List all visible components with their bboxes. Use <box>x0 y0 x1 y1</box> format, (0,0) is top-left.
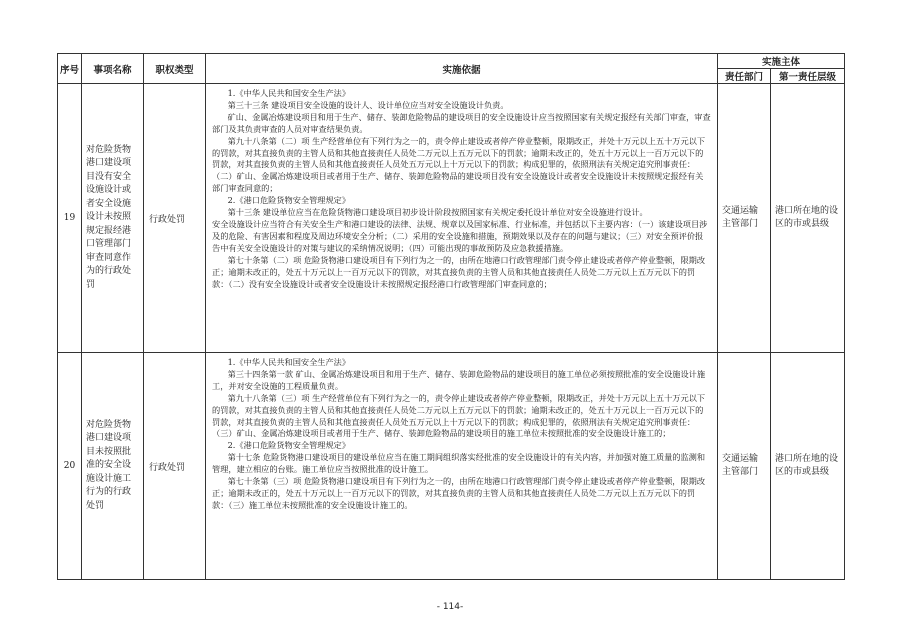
header-power-type: 职权类型 <box>144 54 206 84</box>
basis-paragraph: 1.《中华人民共和国安全生产法》 <box>227 357 351 367</box>
basis-paragraph: 1.《中华人民共和国安全生产法》 <box>227 88 351 98</box>
basis-paragraph: 第七十条第（二）项 危险货物港口建设项目有下列行为之一的，由所在地港口行政管理部门责令停止建设或者停产停业整顿，限期改正；逾期未改正的，处五十万元以上一百万元以下的罚款，对其直接负责的主管人员和其他直接责任人员处二万元以上五万元以下的罚款：（二）没有安全设施设计或者安全设施设计未按照规定报经港口行政管理部门审查同意的； <box>212 254 706 289</box>
row-dept: 交通运输主管部门 <box>718 84 771 353</box>
basis-paragraph: 矿山、金属冶炼建设项目和用于生产、储存、装卸危险物品的建设项目的安全设施设计应当按照国家有关规定报经有关部门审查，审查部门及其负责审查的人员对审查结果负责。 <box>212 111 711 134</box>
row-power-type: 行政处罚 <box>144 84 206 353</box>
row-seq: 20 <box>58 353 82 580</box>
basis-paragraph: 第九十八条第（二）项 生产经营单位有下列行为之一的，责令停止建设或者停产停业整顿，限期改正，并处十万元以上五十万元以下的罚款，对其直接负责的主管人员和其他直接责任人员处二万元以上五万元以下的罚款；逾期未改正的，处五十万元以上一百万元以下的罚款，对其直接负责的主管人员和其他直接责任人员处五万元以上十万元以下的罚款；构成犯罪的，依照刑法有关规定追究刑事责任：（二）矿山、金属冶炼建设项目或者用于生产、储存、装卸危险物品的建设项目没有安全设施设计或者安全设施设计未按照规定报经有关部门审查同意的； <box>212 135 706 194</box>
authority-table <box>57 53 845 580</box>
page-number: - 114- <box>436 602 464 612</box>
header-basis: 实施依据 <box>206 54 718 84</box>
basis-paragraph: 第三十三条 建设项目安全设施的设计人、设计单位应当对安全设施设计负责。 <box>227 99 509 110</box>
basis-paragraph: 第三十四条第一款 矿山、金属冶炼建设项目和用于生产、储存、装卸危险物品的建设项目的施工单位必须按照批准的安全设施设计施工，并对安全设施的工程质量负责。 <box>212 368 706 391</box>
table-row <box>58 84 845 353</box>
row-level: 港口所在地的设区的市或县级 <box>771 84 845 353</box>
header-row <box>58 54 845 69</box>
basis-paragraph: 2.《港口危险货物安全管理规定》 <box>227 195 351 206</box>
row-basis <box>206 353 718 580</box>
basis-paragraph: 第十七条 危险货物港口建设项目的建设单位应当在施工期间组织落实经批准的安全设施设计的有关内容，并加强对施工质量的监测和管理，建立相应的台账。施工单位应当按照批准的设计施工。 <box>212 452 706 475</box>
row-basis <box>206 84 718 353</box>
header-item-name: 事项名称 <box>82 54 144 84</box>
basis-paragraph: 第七十条第（三）项 危险货物港口建设项目有下列行为之一的，由所在地港口行政管理部门责令停止建设或者停产停业整顿，限期改正；逾期未改正的，处五十万元以上一百万元以下的罚款，对其直接负责的主管人员和其他直接责任人员处二万元以上五万元以下的罚款：（三）施工单位未按照批准的安全设施设计施工的。 <box>212 476 706 510</box>
row-level: 港口所在地的设区的市或县级 <box>771 353 845 580</box>
basis-paragraph: 第九十八条第（三）项 生产经营单位有下列行为之一的，责令停止建设或者停产停业整顿，限期改正，并处十万元以上五十万元以下的罚款，对其直接负责的主管人员和其他直接责任人员处二万元以上五万元以下的罚款；逾期未改正的，处五十万元以上一百万元以下的罚款，对其直接负责的主管人员和其他直接责任人员处五万元以上十万元以下的罚款；构成犯罪的，依照刑法有关规定追究刑事责任：（三）矿山、金属冶炼建设项目或者用于生产、储存、装卸危险物品的建设项目的施工单位未按照批准的安全设施设计施工的； <box>212 392 706 439</box>
basis-paragraph: 安全设施设计应当符合有关安全生产和港口建设的法律、法规、规章以及国家标准、行业标准，并包括以下主要内容：（一）该建设项目涉及的危险、有害因素和程度及周边环境安全分析；（二）采用的安全设施和措施，预期效果以及存在的问题与建议；（三）对安全预评价报告中有关安全设施设计的对策与建议的采纳情况说明；（四）可能出现的事故预防及应急救援措施。 <box>212 218 708 253</box>
row-item-name: 对危险货物港口建设项目没有安全设施设计或者安全设施设计未按照规定报经港口管理部门审查同意作为的行政处罚 <box>82 84 144 353</box>
table-row <box>58 353 845 580</box>
header-level: 第一责任层级 <box>771 69 845 84</box>
row-seq: 19 <box>58 84 82 353</box>
header-dept: 责任部门 <box>718 69 771 84</box>
header-subject: 实施主体 <box>718 54 845 69</box>
header-seq: 序号 <box>58 54 82 84</box>
basis-paragraph: 第十三条 建设单位应当在危险货物港口建设项目初步设计阶段按照国家有关规定委托设计单位对安全设施进行设计。 <box>227 207 648 218</box>
row-dept: 交通运输主管部门 <box>718 353 771 580</box>
row-item-name: 对危险货物港口建设项目未按照批准的安全设施设计施工行为的行政处罚 <box>82 353 144 580</box>
basis-paragraph: 2.《港口危险货物安全管理规定》 <box>227 440 351 451</box>
row-power-type: 行政处罚 <box>144 353 206 580</box>
